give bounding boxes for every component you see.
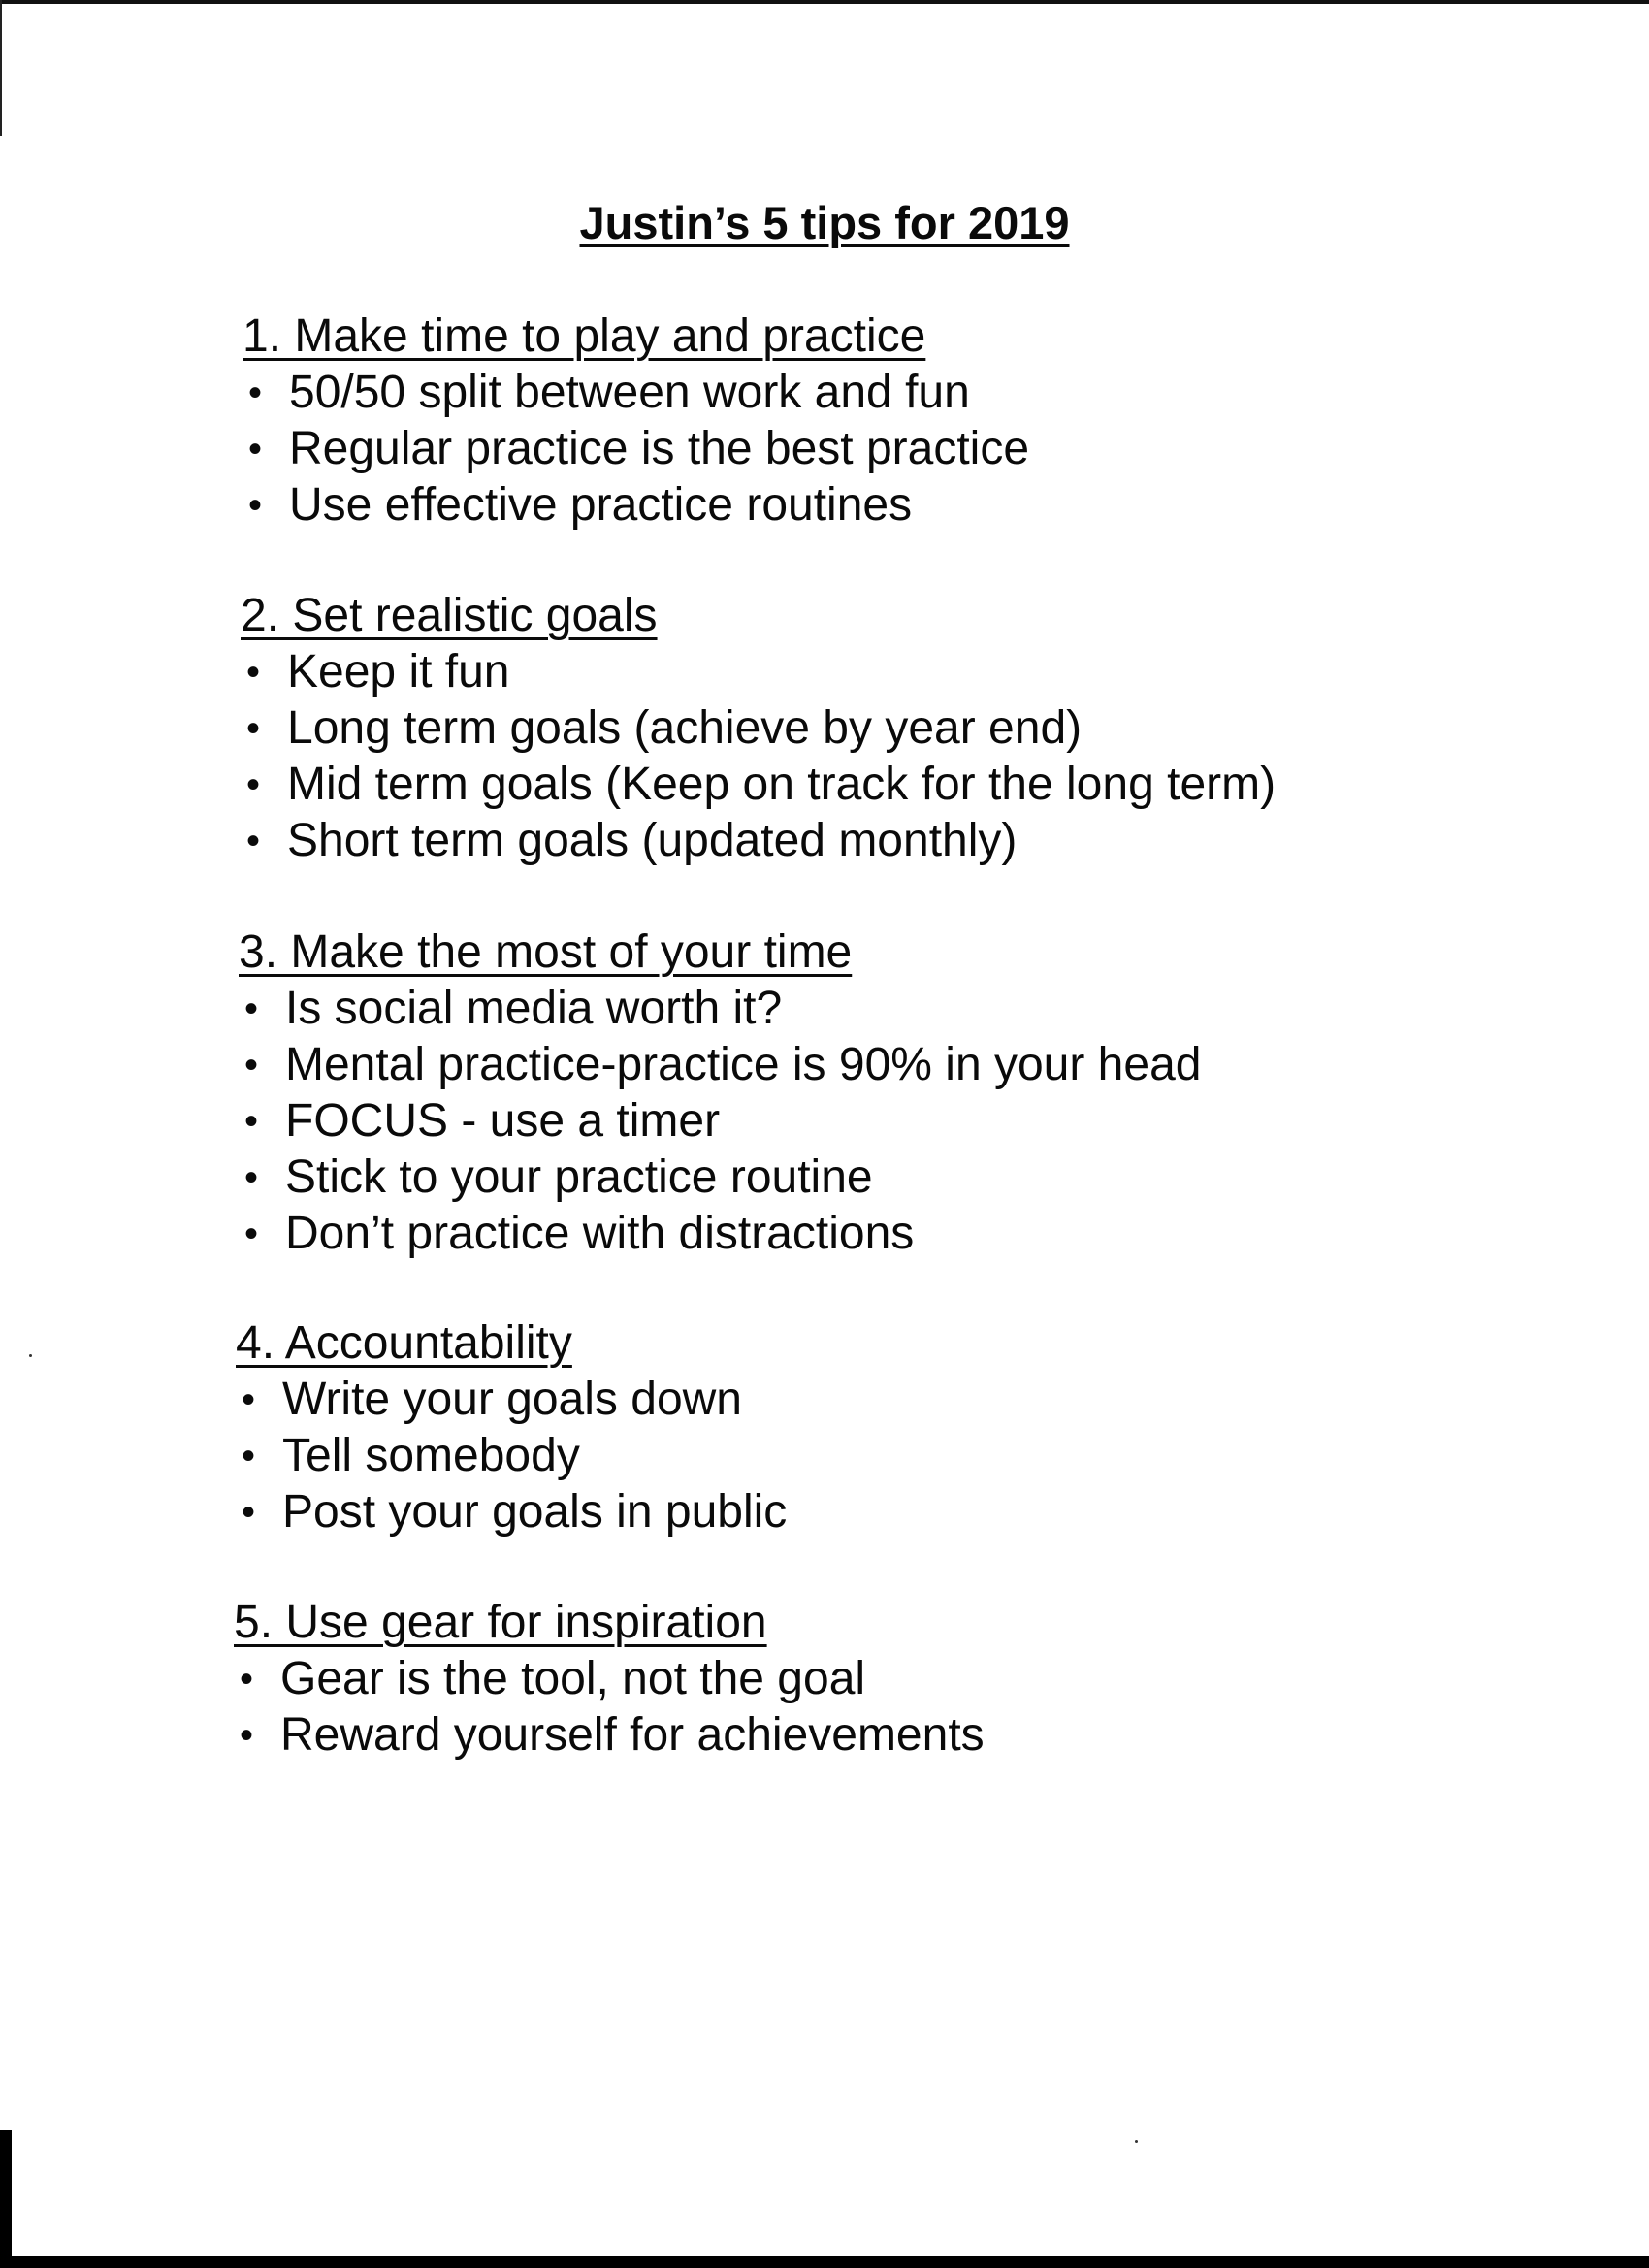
list-item xyxy=(239,1037,1649,1093)
list-item xyxy=(236,1372,1649,1428)
scan-edge-left xyxy=(0,0,2,136)
bullet-icon: • xyxy=(248,428,263,470)
list-item xyxy=(236,1428,1649,1484)
list-item-text: Tell somebody xyxy=(282,1430,580,1481)
bullet-icon: • xyxy=(248,484,263,527)
list-item-text: Mental practice-practice is 90% in your head xyxy=(285,1039,1202,1090)
list-item xyxy=(239,981,1649,1037)
list-item-text: Keep it fun xyxy=(287,646,510,697)
list-item-text: Gear is the tool, not the goal xyxy=(280,1653,866,1704)
tip-section-2 xyxy=(241,588,1649,869)
list-item xyxy=(242,421,1649,477)
scan-edge-bottom xyxy=(0,2256,1649,2268)
scan-speck xyxy=(29,1354,32,1357)
list-item xyxy=(241,644,1649,700)
bullet-icon: • xyxy=(240,1714,254,1757)
tip-heading xyxy=(242,308,1649,365)
list-item xyxy=(239,1093,1649,1150)
scan-edge-left-bottom xyxy=(0,2130,12,2268)
list-item-text: Post your goals in public xyxy=(282,1486,788,1538)
list-item xyxy=(236,1484,1649,1540)
list-item-text: Don’t practice with distractions xyxy=(285,1208,915,1259)
tip-section-4 xyxy=(236,1315,1649,1540)
bullet-icon: • xyxy=(244,1100,259,1143)
bullet-icon: • xyxy=(244,1044,259,1086)
tip-section-5 xyxy=(234,1595,1649,1764)
bullet-icon: • xyxy=(242,1491,256,1534)
tip-heading xyxy=(241,588,1649,644)
list-item-text: Reward yourself for achievements xyxy=(280,1709,985,1761)
bullet-icon: • xyxy=(246,763,261,806)
bullet-icon: • xyxy=(246,707,261,750)
tip-heading-text: 1. Make time to play and practice xyxy=(242,310,926,362)
list-item xyxy=(242,477,1649,534)
list-item-text: Is social media worth it? xyxy=(285,983,783,1034)
tip-section-1 xyxy=(242,308,1649,534)
tip-heading xyxy=(234,1595,1649,1651)
bullet-icon: • xyxy=(246,651,261,694)
tip-list xyxy=(236,1372,1649,1540)
tip-heading-text: 2. Set realistic goals xyxy=(241,590,658,641)
tip-section-3 xyxy=(239,924,1649,1262)
list-item-text: FOCUS - use a timer xyxy=(285,1095,721,1147)
list-item xyxy=(242,365,1649,421)
tip-list xyxy=(234,1651,1649,1764)
list-item xyxy=(241,757,1649,813)
list-item-text: Mid term goals (Keep on track for the long term) xyxy=(287,759,1277,810)
list-item xyxy=(234,1651,1649,1707)
list-item xyxy=(234,1707,1649,1764)
tip-heading-text: 4. Accountability xyxy=(236,1317,572,1369)
list-item-text: Use effective practice routines xyxy=(289,479,913,531)
page-title-text: Justin’s 5 tips for 2019 xyxy=(579,197,1070,248)
tip-list xyxy=(241,644,1649,869)
tip-heading-text: 3. Make the most of your time xyxy=(239,926,853,978)
bullet-icon: • xyxy=(246,820,261,862)
list-item xyxy=(241,813,1649,869)
bullet-icon: • xyxy=(242,1378,256,1421)
bullet-icon: • xyxy=(244,1156,259,1199)
list-item-text: Short term goals (updated monthly) xyxy=(287,815,1018,866)
page-title xyxy=(0,194,1649,252)
list-item xyxy=(239,1206,1649,1262)
tip-heading xyxy=(236,1315,1649,1372)
bullet-icon: • xyxy=(248,372,263,414)
tip-heading xyxy=(239,924,1649,981)
bullet-icon: • xyxy=(244,1213,259,1255)
scan-edge-top xyxy=(0,0,1649,4)
list-item-text: Stick to your practice routine xyxy=(285,1151,873,1203)
bullet-icon: • xyxy=(240,1658,254,1701)
tip-heading-text: 5. Use gear for inspiration xyxy=(234,1597,767,1648)
list-item-text: 50/50 split between work and fun xyxy=(289,367,970,418)
list-item-text: Regular practice is the best practice xyxy=(289,423,1030,474)
list-item xyxy=(239,1150,1649,1206)
list-item-text: Long term goals (achieve by year end) xyxy=(287,702,1083,754)
tip-list xyxy=(242,365,1649,534)
list-item-text: Write your goals down xyxy=(282,1374,742,1425)
tip-list xyxy=(239,981,1649,1262)
scan-speck xyxy=(1135,2140,1138,2143)
list-item xyxy=(241,700,1649,757)
bullet-icon: • xyxy=(242,1435,256,1477)
bullet-icon: • xyxy=(244,988,259,1030)
